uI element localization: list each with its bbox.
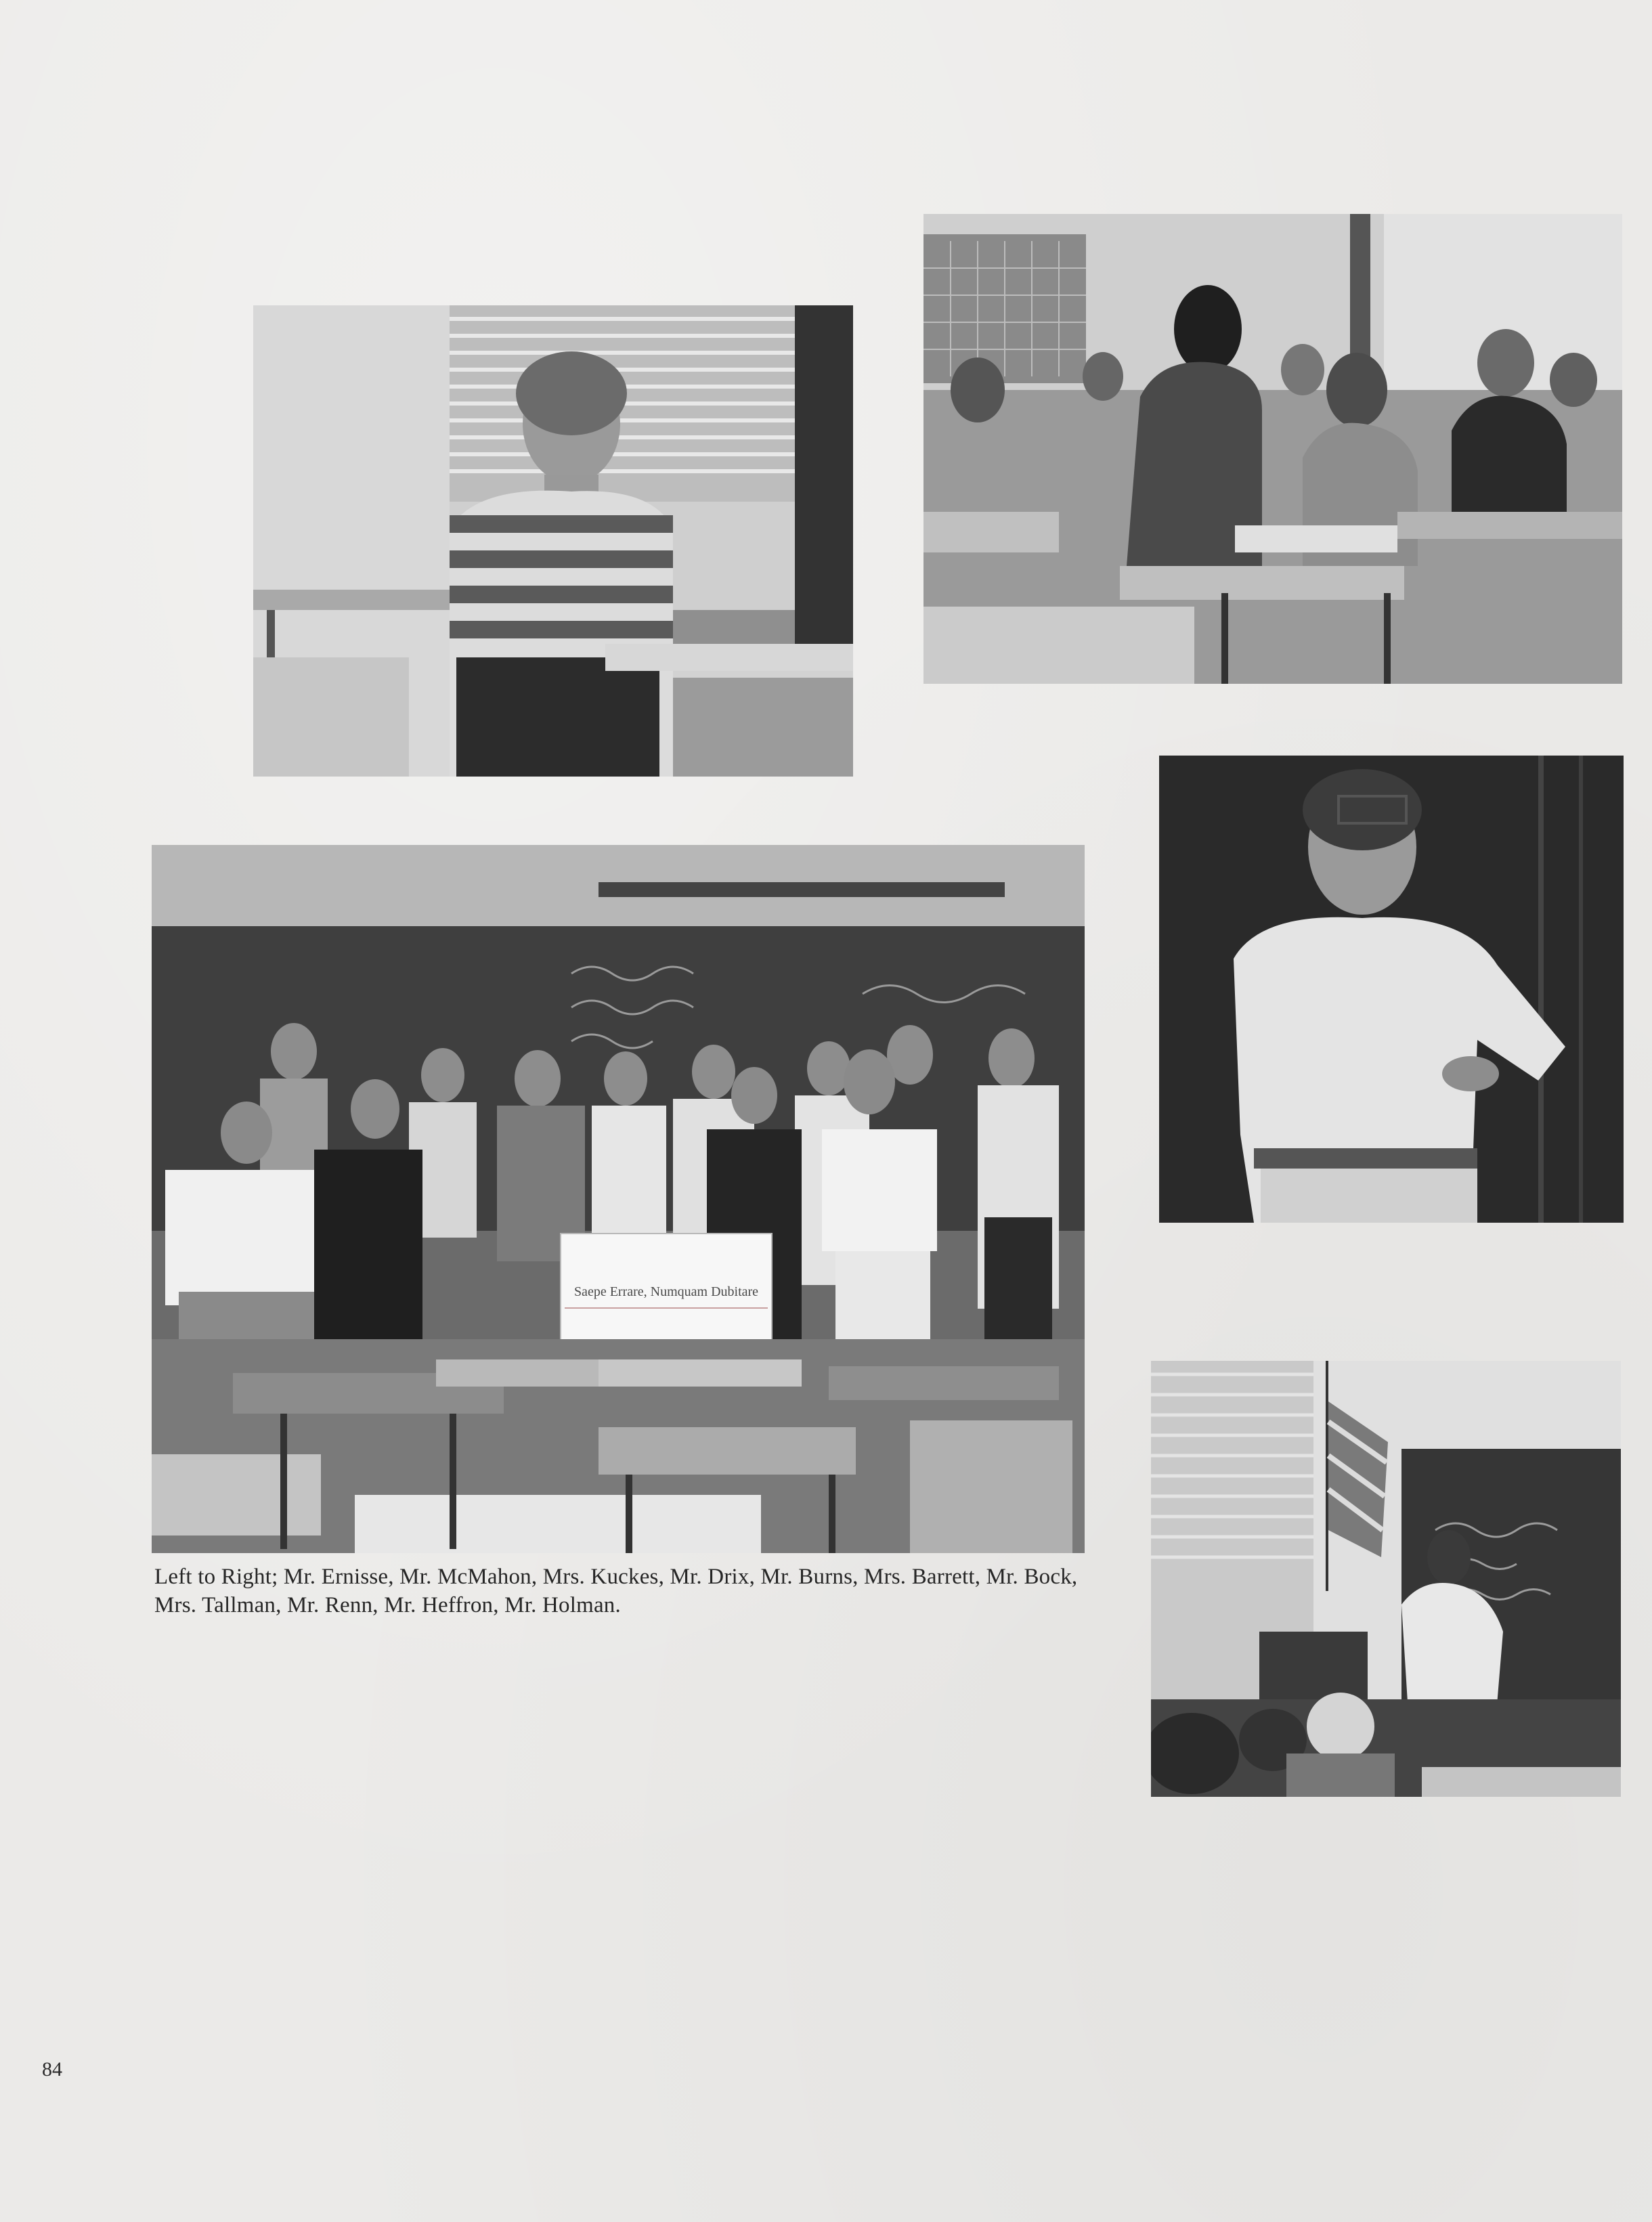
- photo-classroom-students: [923, 214, 1622, 684]
- photo-teacher-blackboard: [1151, 1361, 1621, 1797]
- photo-student-striped-shirt: [253, 305, 853, 777]
- faculty-photo-caption: Left to Right; Mr. Ernisse, Mr. McMahon, Mrs. Kuckes, Mr. Drix, Mr. Burns, Mrs. Barrett, Mr. Bock, Mrs. Tallman, Mr. Renn, Mr. Heffron, Mr. Holman.: [154, 1565, 1078, 1617]
- sign-motto: Saepe Errare, Numquam Dubitare: [573, 1284, 759, 1299]
- photo-teacher-speaking: [1159, 756, 1624, 1223]
- photo-faculty-group: [152, 845, 1085, 1553]
- page-number: 84: [42, 2058, 62, 2081]
